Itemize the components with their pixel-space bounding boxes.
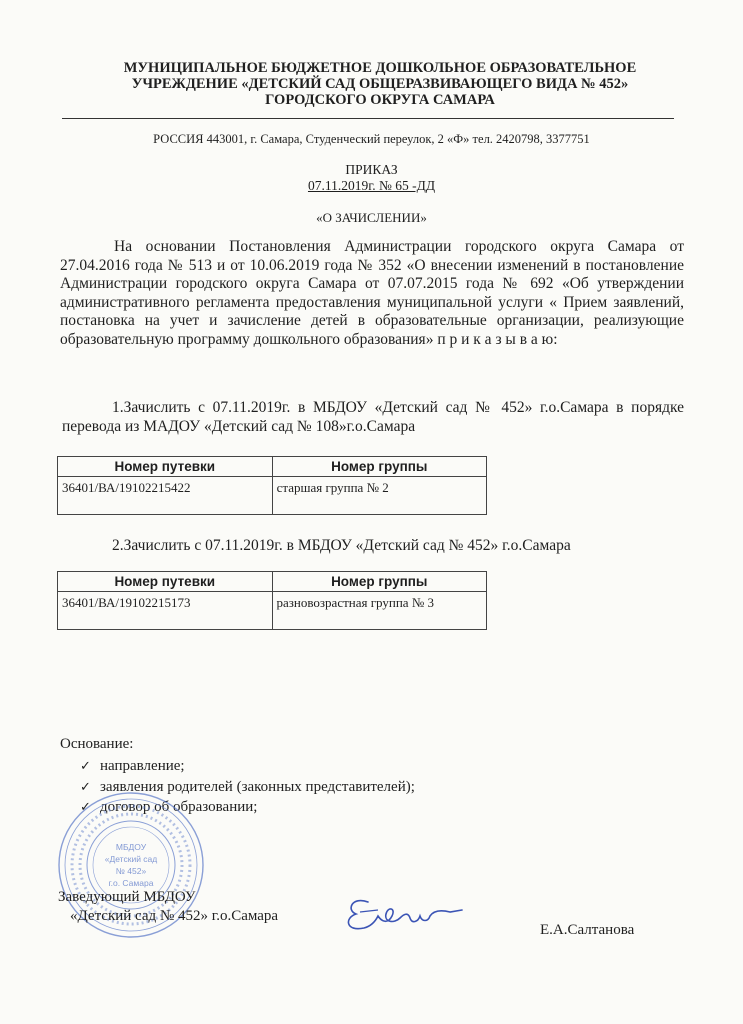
signatory-role-line-1: Заведующий МБДОУ [58, 889, 196, 905]
organization-header [95, 60, 665, 108]
basis-label: Основание: [60, 736, 134, 752]
table-row [58, 592, 487, 630]
column-header-group: Номер группы [272, 572, 487, 592]
basis-item-text: договор об образовании; [100, 799, 258, 815]
header-divider [62, 118, 674, 119]
checkmark-icon: ✓ [80, 778, 91, 794]
org-name-line-3: ГОРОДСКОГО ОКРУГА САМАРА [265, 92, 495, 108]
signatory-role [58, 888, 278, 926]
group-cell: разновозрастная группа № 3 [272, 592, 487, 630]
table-row [58, 477, 487, 515]
voucher-number-cell: 36401/ВА/19102215422 [58, 477, 273, 515]
table-header-row [58, 457, 487, 477]
list-item [80, 756, 415, 777]
address-line: РОССИЯ 443001, г. Самара, Студенческий переулок, 2 «Ф» тел. 2420798, 3377751 [153, 132, 590, 146]
signatory-name: Е.А.Салтанова [540, 922, 635, 938]
checkmark-icon: ✓ [80, 799, 91, 814]
basis-item-text: заявления родителей (законных представителей); [100, 778, 415, 795]
voucher-table-1 [57, 456, 487, 515]
signatory-role-line-2: «Детский сад № 452» г.о.Самара [70, 908, 279, 924]
checkmark-icon: ✓ [80, 758, 91, 773]
org-name-line-1: МУНИЦИПАЛЬНОЕ БЮДЖЕТНОЕ ДОШКОЛЬНОЕ ОБРАЗОВАТЕЛЬНОЕ [123, 60, 637, 76]
stamp-text-4: г.о. Самара [108, 878, 154, 888]
voucher-number-cell: 36401/ВА/19102215173 [58, 592, 273, 630]
stamp-text-1: МБДОУ [115, 842, 147, 852]
order-title: ПРИКАЗ [345, 162, 398, 177]
handwritten-signature-icon [338, 888, 468, 938]
order-subject: «О ЗАЧИСЛЕНИИ» [316, 210, 427, 225]
preamble-paragraph: На основании Постановления Администрации городского округа Самара от 27.04.2016 года № 513 и от 10.06.2019 года № 352 «О внесении изменений в постановление Администрации городского округа Самара от 07.07.2015 года № 692 «Об утверждении административного регламента предоставления муниципальной услуги « Прием заявлений, постановка на учет и зачисление детей в образовательные организации, реализующие образовательную программу дошкольного образования» п р и к а з ы в а ю: [60, 238, 684, 348]
enrollment-item-1: 1.Зачислить с 07.11.2019г. в МБДОУ «Детский сад № 452» г.о.Самара в порядке перевода из МАДОУ «Детский сад № 108»г.о.Самара [62, 399, 684, 435]
group-cell: старшая группа № 2 [272, 477, 486, 515]
column-header-group: Номер группы [272, 457, 486, 477]
enrollment-item-2: 2.Зачислить с 07.11.2019г. в МБДОУ «Детский сад № 452» г.о.Самара [112, 537, 571, 554]
column-header-voucher: Номер путевки [58, 572, 273, 592]
voucher-table-2 [57, 571, 487, 630]
column-header-voucher: Номер путевки [58, 457, 273, 477]
order-number: 07.11.2019г. № 65 -ДД [307, 178, 436, 193]
basis-item-text: направление; [100, 758, 185, 774]
table-header-row [58, 572, 487, 592]
org-name-line-2: УЧРЕЖДЕНИЕ «ДЕТСКИЙ САД ОБЩЕРАЗВИВАЮЩЕГО ВИДА № 452» [131, 76, 629, 92]
stamp-text-2: «Детский сад [104, 854, 158, 864]
stamp-text-3: № 452» [115, 866, 147, 876]
